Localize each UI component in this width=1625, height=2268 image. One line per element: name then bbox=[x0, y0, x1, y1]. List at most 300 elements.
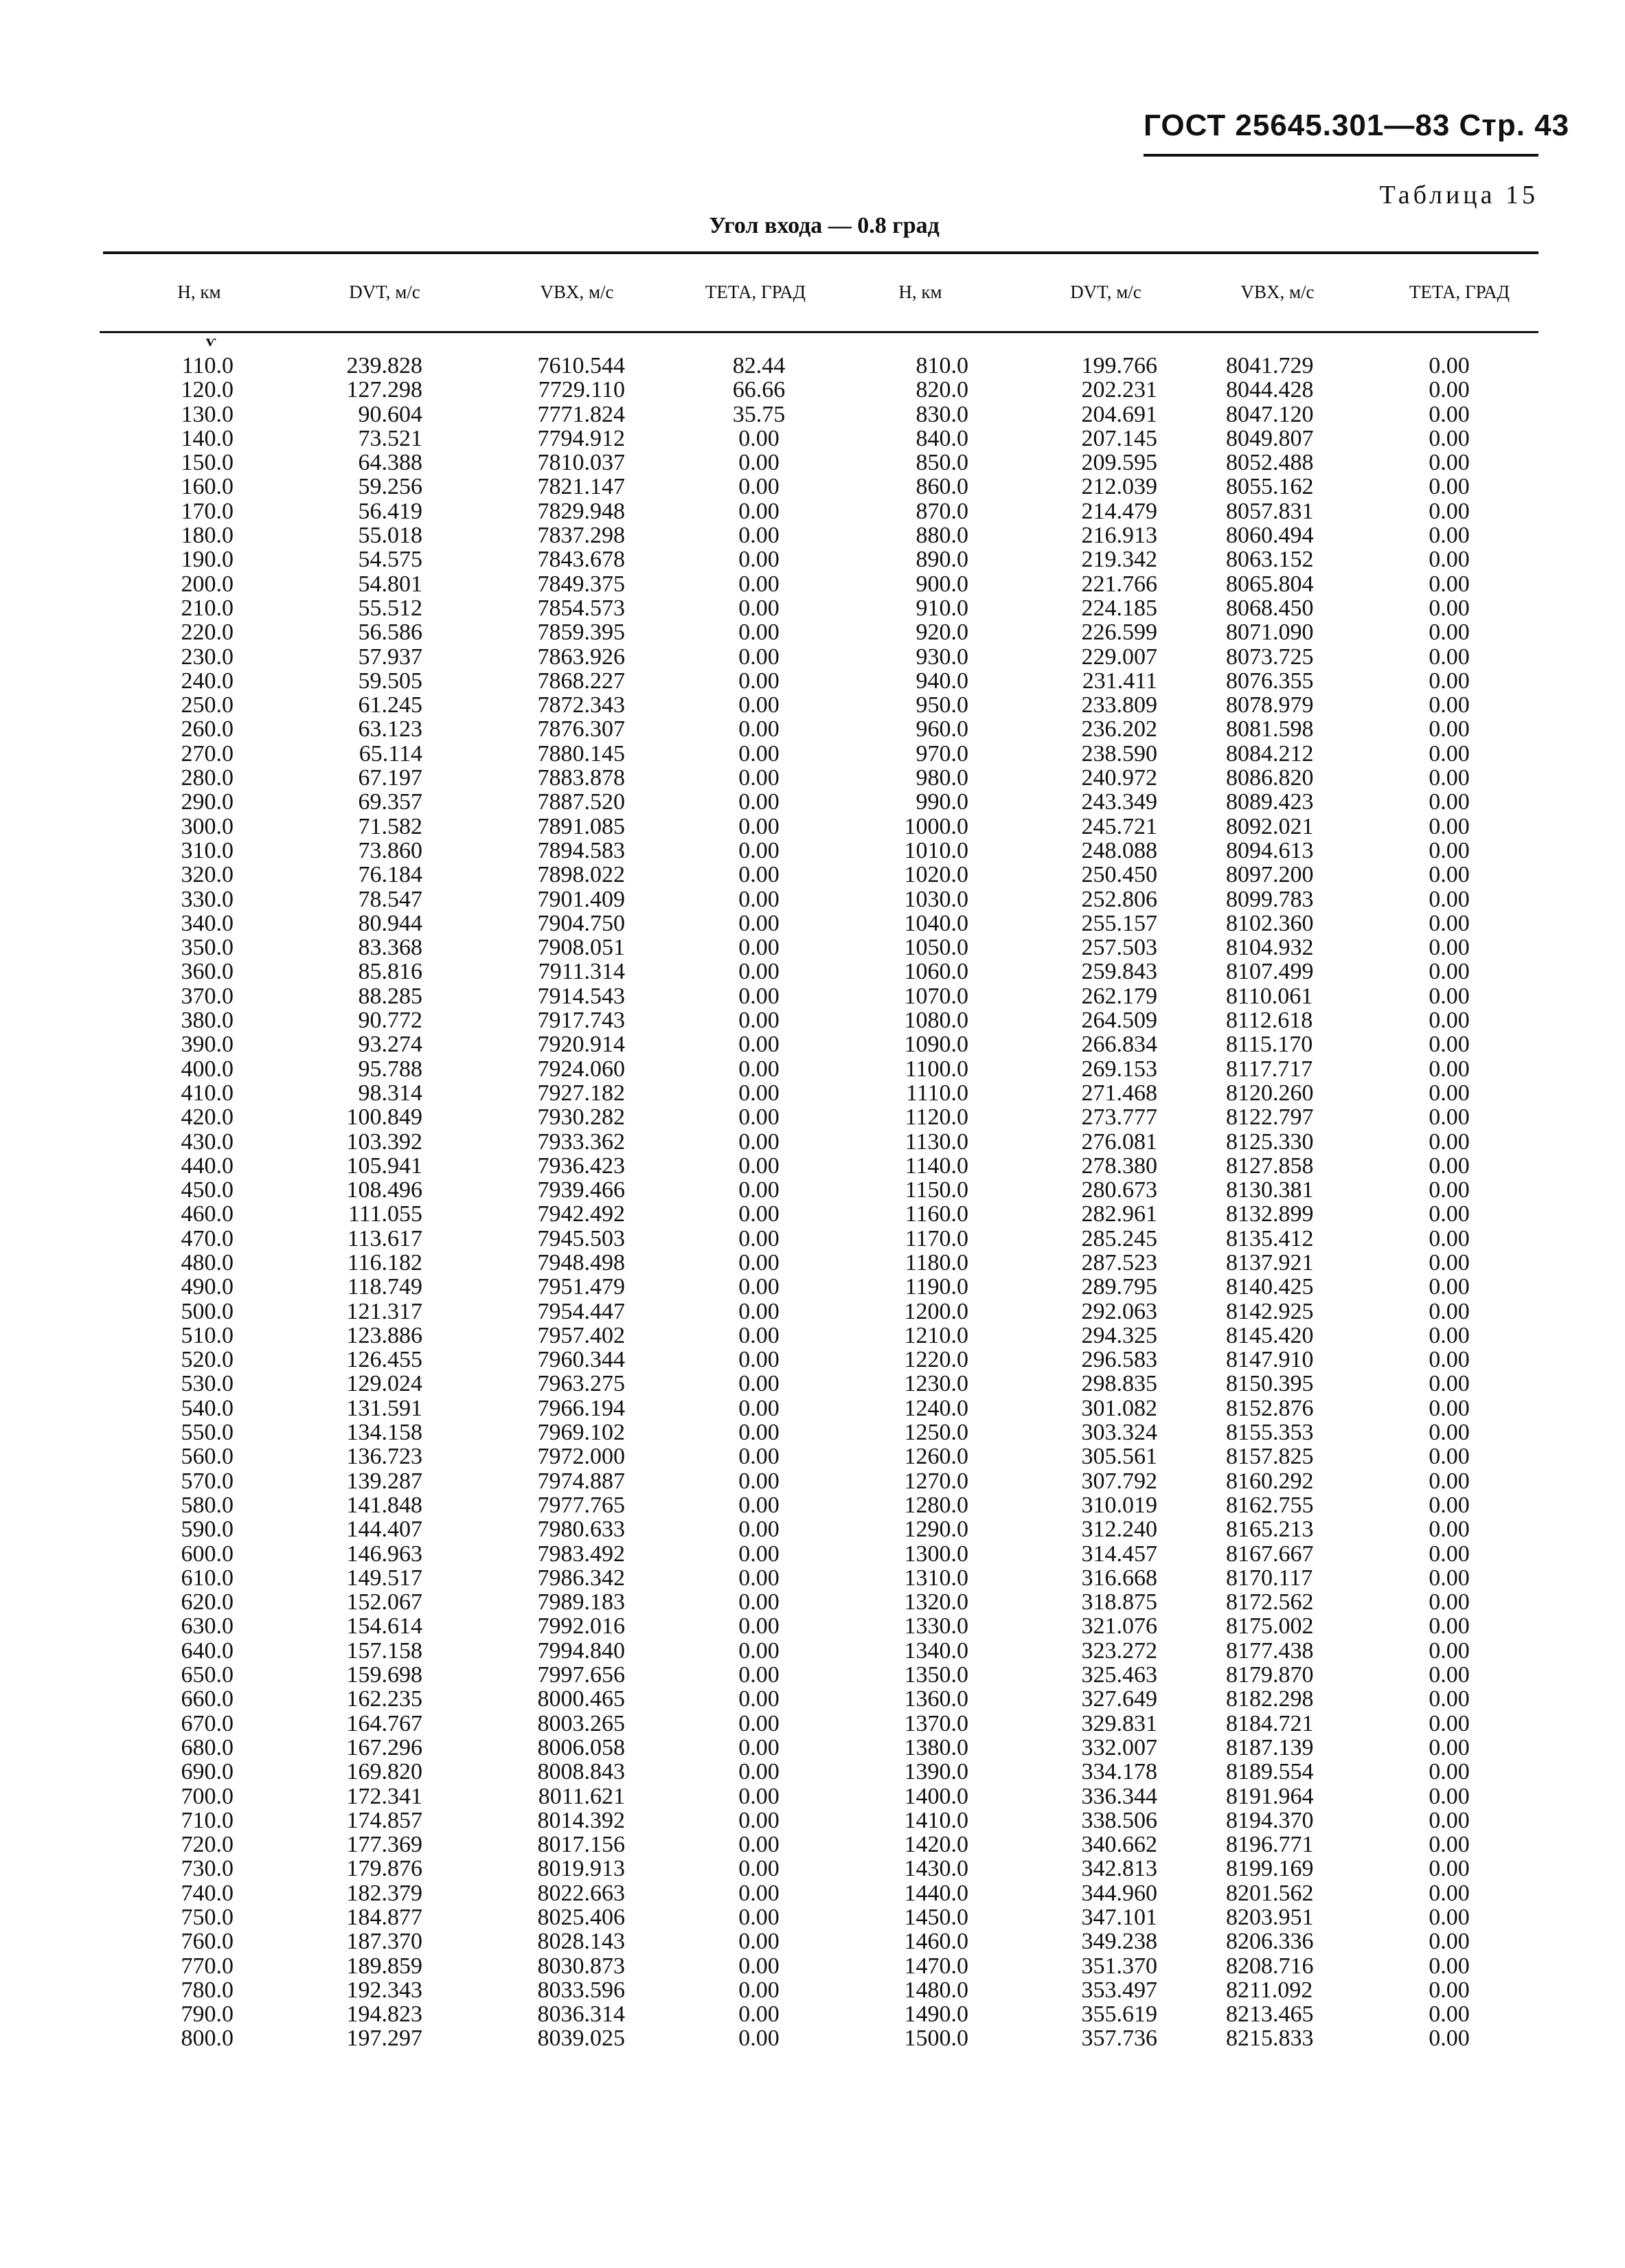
table-cell: 8201.562 bbox=[1226, 1880, 1314, 1906]
table-cell: 0.00 bbox=[738, 1395, 780, 1421]
table-cell: 0.00 bbox=[1429, 450, 1470, 476]
table-cell: 0.00 bbox=[738, 668, 780, 694]
table-cell: 0.00 bbox=[1429, 1662, 1470, 1688]
table-cell: 278.380 bbox=[1081, 1153, 1157, 1179]
table-cell: 8179.870 bbox=[1226, 1662, 1314, 1688]
table-cell: 0.00 bbox=[738, 1662, 780, 1688]
table-cell: 7992.016 bbox=[537, 1613, 625, 1640]
column-dvt-left bbox=[302, 354, 422, 2051]
table-cell: 8147.910 bbox=[1226, 1347, 1314, 1373]
table-cell: 355.619 bbox=[1081, 2001, 1157, 2028]
table-cell: 970.0 bbox=[916, 740, 968, 767]
table-cell: 7948.498 bbox=[537, 1249, 625, 1275]
table-cell: 8011.621 bbox=[538, 1783, 625, 1809]
table-cell: 0.00 bbox=[1429, 1153, 1470, 1179]
table-cell: 7863.926 bbox=[537, 644, 625, 670]
table-cell: 239.828 bbox=[346, 353, 422, 378]
table-cell: 0.00 bbox=[738, 862, 780, 888]
table-cell: 290.0 bbox=[181, 789, 234, 815]
table-cell: 199.766 bbox=[1081, 353, 1157, 378]
table-cell: 240.972 bbox=[1081, 765, 1157, 791]
table-cell: 8184.721 bbox=[1226, 1710, 1314, 1736]
table-cell: 1330.0 bbox=[904, 1613, 968, 1640]
table-cell: 8036.314 bbox=[537, 2001, 625, 2028]
table-cell: 0.00 bbox=[1429, 1080, 1470, 1106]
table-cell: 0.00 bbox=[738, 983, 780, 1009]
table-cell: 0.00 bbox=[1429, 547, 1470, 573]
table-cell: 8125.330 bbox=[1226, 1129, 1314, 1155]
table-cell: 342.813 bbox=[1081, 1856, 1157, 1882]
table-cell: 0.00 bbox=[738, 2001, 780, 2028]
table-cell: 0.00 bbox=[738, 1807, 780, 1833]
table-cell: 0.00 bbox=[738, 498, 780, 524]
table-cell: 204.691 bbox=[1081, 401, 1157, 427]
table-cell: 8063.152 bbox=[1226, 547, 1314, 573]
table-cell: 271.468 bbox=[1081, 1080, 1157, 1106]
table-cell: 0.00 bbox=[738, 1710, 780, 1736]
table-cell: 294.325 bbox=[1081, 1322, 1157, 1348]
table-cell: 0.00 bbox=[1429, 910, 1470, 936]
table-cell: 530.0 bbox=[181, 1371, 234, 1397]
table-cell: 0.00 bbox=[738, 1153, 780, 1179]
table-cell: 8182.298 bbox=[1226, 1686, 1314, 1712]
table-cell: 0.00 bbox=[738, 1637, 780, 1664]
table-cell: 56.419 bbox=[358, 498, 422, 524]
table-cell: 100.849 bbox=[346, 1104, 422, 1131]
table-cell: 0.00 bbox=[1429, 716, 1470, 742]
table-cell: 160.0 bbox=[181, 474, 234, 500]
table-cell: 332.007 bbox=[1081, 1734, 1157, 1760]
table-cell: 0.00 bbox=[738, 595, 780, 621]
table-cell: 8081.598 bbox=[1226, 716, 1314, 742]
table-cell: 870.0 bbox=[916, 498, 968, 524]
page-header: ГОСТ 25645.301—83 Стр. 43 bbox=[1144, 109, 1570, 142]
table-cell: 8097.200 bbox=[1226, 862, 1314, 888]
table-cell: 7829.948 bbox=[537, 498, 625, 524]
table-cell: 340.662 bbox=[1081, 1832, 1157, 1858]
table-cell: 7945.503 bbox=[537, 1225, 625, 1251]
table-cell: 154.614 bbox=[346, 1613, 422, 1640]
table-cell: 95.788 bbox=[358, 1056, 422, 1082]
table-cell: 83.368 bbox=[358, 935, 422, 961]
table-cell: 192.343 bbox=[346, 1977, 422, 2003]
table-cell: 351.370 bbox=[1081, 1953, 1157, 1979]
table-cell: 0.00 bbox=[1429, 886, 1470, 912]
table-cell: 1490.0 bbox=[904, 2001, 968, 2028]
table-cell: 0.00 bbox=[738, 2026, 780, 2052]
table-cell: 0.00 bbox=[1429, 862, 1470, 888]
table-cell: 580.0 bbox=[181, 1492, 234, 1518]
table-cell: 7997.656 bbox=[537, 1662, 625, 1688]
column-vbx-right bbox=[1226, 354, 1370, 2051]
table-cell: 262.179 bbox=[1081, 983, 1157, 1009]
table-cell: 270.0 bbox=[181, 740, 234, 767]
table-cell: 8127.858 bbox=[1226, 1153, 1314, 1179]
table-cell: 620.0 bbox=[181, 1589, 234, 1615]
table-cell: 0.00 bbox=[1429, 1395, 1470, 1421]
table-cell: 0.00 bbox=[1429, 498, 1470, 524]
table-cell: 0.00 bbox=[1429, 692, 1470, 718]
table-cell: 1410.0 bbox=[904, 1807, 968, 1833]
table-cell: 0.00 bbox=[1429, 1734, 1470, 1760]
table-cell: 7837.298 bbox=[537, 523, 625, 549]
table-cell: 630.0 bbox=[181, 1613, 234, 1640]
table-cell: 126.455 bbox=[346, 1347, 422, 1373]
table-cell: 307.792 bbox=[1081, 1468, 1157, 1494]
table-cell: 360.0 bbox=[181, 959, 234, 985]
table-cell: 259.843 bbox=[1081, 959, 1157, 985]
table-cell: 90.772 bbox=[358, 1008, 422, 1034]
table-cell: 7989.183 bbox=[537, 1589, 625, 1615]
table-cell: 330.0 bbox=[181, 886, 234, 912]
table-cell: 8000.465 bbox=[537, 1686, 625, 1712]
table-cell: 890.0 bbox=[916, 547, 968, 573]
table-cell: 0.00 bbox=[738, 1832, 780, 1858]
table-cell: 123.886 bbox=[346, 1322, 422, 1348]
table-cell: 202.231 bbox=[1081, 377, 1157, 403]
table-cell: 1430.0 bbox=[904, 1856, 968, 1882]
table-cell: 0.00 bbox=[1429, 1517, 1470, 1543]
table-cell: 207.145 bbox=[1081, 425, 1157, 451]
table-cell: 65.114 bbox=[359, 740, 422, 767]
table-cell: 8112.618 bbox=[1226, 1008, 1313, 1034]
table-cell: 0.00 bbox=[738, 886, 780, 912]
table-cell: 170.0 bbox=[181, 498, 234, 524]
table-cell: 310.019 bbox=[1081, 1492, 1157, 1518]
table-cell: 610.0 bbox=[181, 1565, 234, 1591]
column-h-right bbox=[859, 354, 968, 2051]
table-cell: 7880.145 bbox=[537, 740, 625, 767]
table-cell: 650.0 bbox=[181, 1662, 234, 1688]
table-cell: 310.0 bbox=[181, 837, 234, 863]
table-cell: 8028.143 bbox=[537, 1929, 625, 1955]
table-cell: 0.00 bbox=[1429, 1129, 1470, 1155]
table-cell: 0.00 bbox=[1429, 740, 1470, 767]
table-cell: 157.158 bbox=[346, 1637, 422, 1664]
col-header-teta-left: ТЕТА, ГРАД bbox=[705, 282, 806, 302]
table-cell: 0.00 bbox=[1429, 959, 1470, 985]
table-cell: 8135.412 bbox=[1226, 1225, 1314, 1251]
table-cell: 8052.488 bbox=[1226, 450, 1314, 476]
table-cell: 0.00 bbox=[1429, 1249, 1470, 1275]
table-cell: 8089.423 bbox=[1226, 789, 1314, 815]
table-cell: 8155.353 bbox=[1226, 1420, 1314, 1446]
table-cell: 7901.409 bbox=[537, 886, 625, 912]
table-cell: 1270.0 bbox=[904, 1468, 968, 1494]
table-cell: 0.00 bbox=[738, 1444, 780, 1470]
table-cell: 0.00 bbox=[1429, 668, 1470, 694]
table-cell: 8025.406 bbox=[537, 1905, 625, 1930]
table-cell: 0.00 bbox=[1429, 1710, 1470, 1736]
table-cell: 0.00 bbox=[738, 1420, 780, 1446]
table-cell: 880.0 bbox=[916, 523, 968, 549]
table-cell: 1130.0 bbox=[905, 1129, 968, 1155]
table-cell: 243.349 bbox=[1081, 789, 1157, 815]
table-cell: 296.583 bbox=[1081, 1347, 1157, 1373]
table-cell: 8122.797 bbox=[1226, 1104, 1314, 1131]
table-cell: 0.00 bbox=[1429, 1274, 1470, 1300]
col-header-h-left: H, км bbox=[177, 282, 221, 302]
table-cell: 770.0 bbox=[181, 1953, 234, 1979]
table-cell: 0.00 bbox=[738, 1056, 780, 1082]
table-cell: 80.944 bbox=[358, 910, 422, 936]
table-cell: 82.44 bbox=[732, 353, 786, 378]
table-cell: 0.00 bbox=[738, 910, 780, 936]
table-cell: 8130.381 bbox=[1226, 1177, 1314, 1203]
table-cell: 162.235 bbox=[346, 1686, 422, 1712]
table-cell: 0.00 bbox=[1429, 595, 1470, 621]
table-cell: 0.00 bbox=[738, 1347, 780, 1373]
table-cell: 7994.840 bbox=[537, 1637, 625, 1664]
table-cell: 0.00 bbox=[738, 1032, 780, 1058]
table-cell: 950.0 bbox=[916, 692, 968, 718]
table-cell: 7810.037 bbox=[537, 450, 625, 476]
table-cell: 0.00 bbox=[738, 1905, 780, 1930]
table-cell: 8078.979 bbox=[1226, 692, 1314, 718]
table-cell: 8117.717 bbox=[1226, 1056, 1313, 1082]
table-cell: 740.0 bbox=[181, 1880, 234, 1906]
table-cell: 8022.663 bbox=[537, 1880, 625, 1906]
table-cell: 8132.899 bbox=[1226, 1201, 1314, 1227]
table-cell: 61.245 bbox=[358, 692, 422, 718]
table-cell: 1350.0 bbox=[904, 1662, 968, 1688]
table-cell: 64.388 bbox=[358, 450, 422, 476]
table-cell: 55.018 bbox=[358, 523, 422, 549]
table-cell: 0.00 bbox=[1429, 425, 1470, 451]
table-cell: 0.00 bbox=[1429, 401, 1470, 427]
table-cell: 8019.913 bbox=[537, 1856, 625, 1882]
table-cell: 248.088 bbox=[1081, 837, 1157, 863]
table-cell: 8076.355 bbox=[1226, 668, 1314, 694]
table-cell: 269.153 bbox=[1081, 1056, 1157, 1082]
table-cell: 7939.466 bbox=[537, 1177, 625, 1203]
table-cell: 0.00 bbox=[738, 1929, 780, 1955]
table-cell: 7843.678 bbox=[537, 547, 625, 573]
table-cell: 179.876 bbox=[346, 1856, 422, 1882]
table-cell: 0.00 bbox=[738, 1371, 780, 1397]
table-cell: 850.0 bbox=[916, 450, 968, 476]
table-cell: 349.238 bbox=[1081, 1929, 1157, 1955]
table-cell: 219.342 bbox=[1081, 547, 1157, 573]
table-cell: 7894.583 bbox=[537, 837, 625, 863]
table-cell: 7920.914 bbox=[537, 1032, 625, 1058]
table-cell: 1320.0 bbox=[904, 1589, 968, 1615]
table-cell: 8041.729 bbox=[1226, 353, 1314, 378]
table-cell: 0.00 bbox=[738, 523, 780, 549]
table-cell: 8055.162 bbox=[1226, 474, 1314, 500]
table-cell: 312.240 bbox=[1081, 1517, 1157, 1543]
table-cell: 8120.260 bbox=[1226, 1080, 1314, 1106]
table-cell: 0.00 bbox=[1429, 1468, 1470, 1494]
table-cell: 0.00 bbox=[738, 1541, 780, 1567]
table-cell: 0.00 bbox=[1429, 644, 1470, 670]
table-cell: 0.00 bbox=[738, 1322, 780, 1348]
table-cell: 450.0 bbox=[181, 1177, 234, 1203]
table-cell: 187.370 bbox=[346, 1929, 422, 1955]
table-cell: 7904.750 bbox=[537, 910, 625, 936]
table-cell: 357.736 bbox=[1081, 2026, 1157, 2052]
table-cell: 1050.0 bbox=[904, 935, 968, 961]
table-cell: 8187.139 bbox=[1226, 1734, 1314, 1760]
table-cell: 0.00 bbox=[738, 716, 780, 742]
table-cell: 8196.771 bbox=[1226, 1832, 1314, 1858]
table-cell: 7891.085 bbox=[537, 813, 625, 839]
table-cell: 0.00 bbox=[738, 837, 780, 863]
table-cell: 121.317 bbox=[346, 1298, 422, 1324]
table-cell: 127.298 bbox=[346, 377, 422, 403]
table-cell: 0.00 bbox=[1429, 1444, 1470, 1470]
table-cell: 73.860 bbox=[358, 837, 422, 863]
table-cell: 71.582 bbox=[358, 813, 422, 839]
table-cell: 7966.194 bbox=[537, 1395, 625, 1421]
table-cell: 1460.0 bbox=[904, 1929, 968, 1955]
table-cell: 63.123 bbox=[358, 716, 422, 742]
col-header-vbx-right: VBX, м/с bbox=[1240, 282, 1315, 302]
table-cell: 1190.0 bbox=[905, 1274, 968, 1300]
table-cell: 90.604 bbox=[358, 401, 422, 427]
table-cell: 0.00 bbox=[738, 1953, 780, 1979]
table-cell: 8203.951 bbox=[1226, 1905, 1314, 1930]
table-cell: 320.0 bbox=[181, 862, 234, 888]
table-cell: 8199.169 bbox=[1226, 1856, 1314, 1882]
table-cell: 224.185 bbox=[1081, 595, 1157, 621]
table-cell: 1060.0 bbox=[904, 959, 968, 985]
table-cell: 0.00 bbox=[738, 959, 780, 985]
table-cell: 0.00 bbox=[1429, 1347, 1470, 1373]
table-cell: 85.816 bbox=[358, 959, 422, 985]
table-cell: 390.0 bbox=[181, 1032, 234, 1058]
table-cell: 400.0 bbox=[181, 1056, 234, 1082]
table-cell: 1110.0 bbox=[906, 1080, 968, 1106]
table-cell: 0.00 bbox=[1429, 1420, 1470, 1446]
column-h-left bbox=[137, 354, 234, 2051]
table-cell: 0.00 bbox=[738, 425, 780, 451]
table-cell: 0.00 bbox=[738, 1249, 780, 1275]
table-cell: 710.0 bbox=[181, 1807, 234, 1833]
table-cell: 0.00 bbox=[738, 1880, 780, 1906]
table-cell: 8008.843 bbox=[537, 1759, 625, 1785]
table-cell: 1150.0 bbox=[905, 1177, 968, 1203]
table-cell: 54.801 bbox=[358, 571, 422, 597]
table-cell: 88.285 bbox=[358, 983, 422, 1009]
table-cell: 550.0 bbox=[181, 1420, 234, 1446]
table-cell: 301.082 bbox=[1081, 1395, 1157, 1421]
table-cell: 8099.783 bbox=[1226, 886, 1314, 912]
table-cell: 0.00 bbox=[1429, 1298, 1470, 1324]
table-cell: 209.595 bbox=[1081, 450, 1157, 476]
table-cell: 336.344 bbox=[1081, 1783, 1157, 1809]
table-cell: 1280.0 bbox=[904, 1492, 968, 1518]
table-cell: 410.0 bbox=[181, 1080, 234, 1106]
table-cell: 7914.543 bbox=[537, 983, 625, 1009]
table-label: Таблица 15 bbox=[1379, 181, 1538, 209]
table-cell: 329.831 bbox=[1081, 1710, 1157, 1736]
table-cell: 0.00 bbox=[1429, 2026, 1470, 2052]
table-cell: 440.0 bbox=[181, 1153, 234, 1179]
table-cell: 149.517 bbox=[346, 1565, 422, 1591]
table-cell: 7972.000 bbox=[537, 1444, 625, 1470]
table-top-rule bbox=[103, 251, 1538, 254]
table-cell: 0.00 bbox=[1429, 1613, 1470, 1640]
table-cell: 264.509 bbox=[1081, 1008, 1157, 1034]
table-cell: 0.00 bbox=[738, 1686, 780, 1712]
table-cell: 141.848 bbox=[346, 1492, 422, 1518]
table-cell: 8162.755 bbox=[1226, 1492, 1314, 1518]
table-cell: 276.081 bbox=[1081, 1129, 1157, 1155]
table-cell: 1380.0 bbox=[904, 1734, 968, 1760]
table-cell: 338.506 bbox=[1081, 1807, 1157, 1833]
table-cell: 0.00 bbox=[738, 1008, 780, 1034]
table-cell: 0.00 bbox=[738, 1734, 780, 1760]
col-header-teta-right: ТЕТА, ГРАД bbox=[1409, 282, 1510, 302]
table-cell: 0.00 bbox=[738, 620, 780, 646]
table-cell: 7930.282 bbox=[537, 1104, 625, 1131]
table-cell: 8145.420 bbox=[1226, 1322, 1314, 1348]
table-cell: 8006.058 bbox=[537, 1734, 625, 1760]
table-cell: 0.00 bbox=[738, 1201, 780, 1227]
table-cell: 131.591 bbox=[346, 1395, 422, 1421]
table-cell: 230.0 bbox=[181, 644, 234, 670]
table-cell: 120.0 bbox=[181, 377, 234, 403]
table-cell: 860.0 bbox=[916, 474, 968, 500]
table-cell: 8107.499 bbox=[1226, 959, 1314, 985]
table-cell: 8003.265 bbox=[537, 1710, 625, 1736]
table-cell: 820.0 bbox=[916, 377, 968, 403]
table-cell: 0.00 bbox=[1429, 1856, 1470, 1882]
table-cell: 110.0 bbox=[181, 353, 234, 378]
table-cell: 66.66 bbox=[732, 377, 786, 403]
table-cell: 7854.573 bbox=[537, 595, 625, 621]
table-cell: 0.00 bbox=[738, 1104, 780, 1131]
table-cell: 0.00 bbox=[738, 644, 780, 670]
table-cell: 0.00 bbox=[738, 789, 780, 815]
table-cell: 316.668 bbox=[1081, 1565, 1157, 1591]
table-cell: 0.00 bbox=[1429, 353, 1470, 378]
table-cell: 8115.170 bbox=[1226, 1032, 1313, 1058]
table-subtitle: Угол входа — 0.8 град bbox=[709, 213, 940, 238]
table-cell: 8150.395 bbox=[1226, 1371, 1314, 1397]
table-cell: 1010.0 bbox=[904, 837, 968, 863]
table-cell: 0.00 bbox=[1429, 1953, 1470, 1979]
table-cell: 7933.362 bbox=[537, 1129, 625, 1155]
table-cell: 790.0 bbox=[181, 2001, 234, 2028]
table-cell: 1230.0 bbox=[904, 1371, 968, 1397]
table-cell: 0.00 bbox=[1429, 1929, 1470, 1955]
table-cell: 305.561 bbox=[1081, 1444, 1157, 1470]
table-cell: 194.823 bbox=[346, 2001, 422, 2028]
table-cell: 0.00 bbox=[1429, 1032, 1470, 1058]
table-cell: 334.178 bbox=[1081, 1759, 1157, 1785]
table-cell: 7872.343 bbox=[537, 692, 625, 718]
table-cell: 1100.0 bbox=[905, 1056, 968, 1082]
table-cell: 197.297 bbox=[346, 2026, 422, 2052]
table-cell: 108.496 bbox=[346, 1177, 422, 1203]
table-cell: 0.00 bbox=[738, 813, 780, 839]
table-cell: 250.450 bbox=[1081, 862, 1157, 888]
table-cell: 940.0 bbox=[916, 668, 968, 694]
table-cell: 370.0 bbox=[181, 983, 234, 1009]
table-cell: 0.00 bbox=[1429, 1807, 1470, 1833]
table-cell: 0.00 bbox=[1429, 1565, 1470, 1591]
table-cell: 105.941 bbox=[346, 1153, 422, 1179]
table-cell: 0.00 bbox=[1429, 1783, 1470, 1809]
table-cell: 190.0 bbox=[181, 547, 234, 573]
table-cell: 0.00 bbox=[1429, 1056, 1470, 1082]
table-cell: 0.00 bbox=[1429, 1880, 1470, 1906]
table-cell: 8177.438 bbox=[1226, 1637, 1314, 1664]
table-cell: 0.00 bbox=[1429, 377, 1470, 403]
table-cell: 0.00 bbox=[1429, 765, 1470, 791]
